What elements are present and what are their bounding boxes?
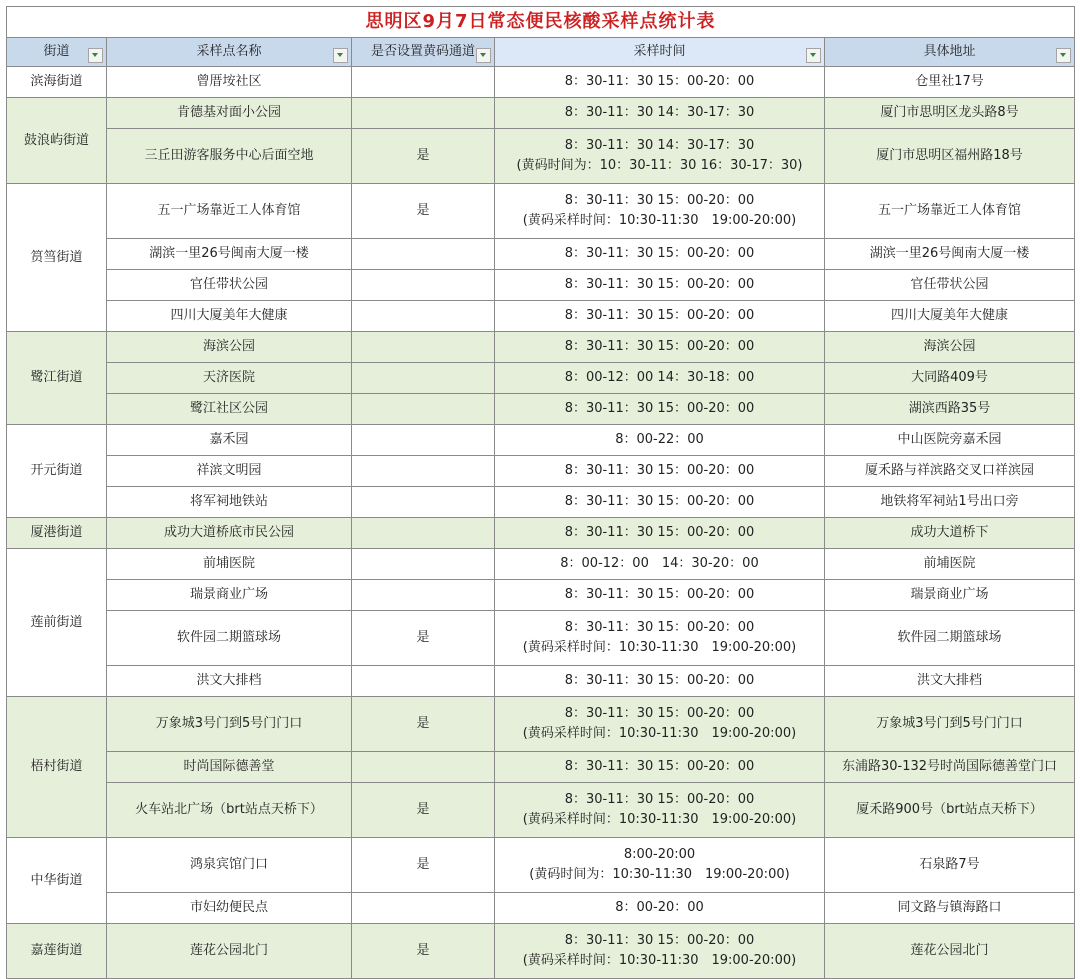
time-line: (黄码采样时间：10:30-11:30 19:00-20:00) bbox=[522, 726, 797, 741]
site-name-cell[interactable]: 洪文大排档 bbox=[107, 666, 352, 697]
yellow-channel-cell[interactable] bbox=[352, 456, 495, 487]
address-cell[interactable]: 东浦路30-132号时尚国际德善堂门口 bbox=[825, 752, 1075, 783]
street-cell[interactable]: 鼓浪屿街道 bbox=[7, 98, 107, 184]
yellow-channel-cell[interactable]: 是 bbox=[352, 129, 495, 184]
table-row bbox=[7, 924, 1075, 979]
table-row bbox=[7, 666, 1075, 697]
header-site-name[interactable] bbox=[107, 38, 352, 67]
table-row bbox=[7, 456, 1075, 487]
time-line: 8：30-11：30 15：00-20：00 bbox=[564, 339, 755, 354]
time-line: 8：30-11：30 15：00-20：00 bbox=[564, 463, 755, 478]
sampling-time-cell[interactable] bbox=[495, 549, 825, 580]
site-name-cell[interactable]: 湖滨一里26号闽南大厦一楼 bbox=[107, 239, 352, 270]
time-line: 8:00-20:00 bbox=[623, 847, 696, 862]
table-row bbox=[7, 129, 1075, 184]
sampling-time-cell[interactable] bbox=[495, 666, 825, 697]
sampling-time-cell[interactable] bbox=[495, 924, 825, 979]
site-name-cell[interactable]: 莲花公园北门 bbox=[107, 924, 352, 979]
table-row bbox=[7, 394, 1075, 425]
site-name-cell[interactable]: 市妇幼便民点 bbox=[107, 893, 352, 924]
site-name-cell[interactable]: 天济医院 bbox=[107, 363, 352, 394]
address-cell[interactable]: 软件园二期篮球场 bbox=[825, 611, 1075, 666]
yellow-channel-cell[interactable] bbox=[352, 394, 495, 425]
address-cell[interactable]: 厦禾路900号（brt站点天桥下） bbox=[825, 783, 1075, 838]
address-cell[interactable]: 莲花公园北门 bbox=[825, 924, 1075, 979]
sampling-time-cell[interactable] bbox=[495, 893, 825, 924]
time-line: (黄码时间为：10：30-11：30 16：30-17：30) bbox=[516, 158, 803, 173]
sampling-time-cell[interactable] bbox=[495, 425, 825, 456]
site-name-cell[interactable]: 祥滨文明园 bbox=[107, 456, 352, 487]
table-title: 思明区9月7日常态便民核酸采样点统计表 bbox=[7, 7, 1075, 38]
yellow-channel-cell[interactable] bbox=[352, 549, 495, 580]
table-row bbox=[7, 893, 1075, 924]
site-name-cell[interactable]: 肯德基对面小公园 bbox=[107, 98, 352, 129]
sampling-time-cell[interactable] bbox=[495, 697, 825, 752]
filter-dropdown-icon[interactable] bbox=[88, 48, 103, 63]
street-cell[interactable]: 嘉莲街道 bbox=[7, 924, 107, 979]
street-cell[interactable]: 开元街道 bbox=[7, 425, 107, 518]
table-row bbox=[7, 98, 1075, 129]
header-label: 是否设置黄码通道 bbox=[370, 44, 475, 59]
yellow-channel-cell[interactable] bbox=[352, 666, 495, 697]
address-cell[interactable]: 四川大厦美年大健康 bbox=[825, 301, 1075, 332]
site-name-cell[interactable]: 海滨公园 bbox=[107, 332, 352, 363]
street-cell[interactable]: 梧村街道 bbox=[7, 697, 107, 838]
table-row bbox=[7, 838, 1075, 893]
yellow-channel-cell[interactable] bbox=[352, 752, 495, 783]
address-cell[interactable]: 海滨公园 bbox=[825, 332, 1075, 363]
street-cell[interactable]: 中华街道 bbox=[7, 838, 107, 924]
site-name-cell[interactable]: 将军祠地铁站 bbox=[107, 487, 352, 518]
header-label: 具体地址 bbox=[923, 44, 976, 59]
address-cell[interactable]: 官任带状公园 bbox=[825, 270, 1075, 301]
filter-dropdown-icon[interactable] bbox=[806, 48, 821, 63]
yellow-channel-cell[interactable]: 是 bbox=[352, 184, 495, 239]
sampling-time-cell[interactable] bbox=[495, 611, 825, 666]
header-sampling-time[interactable] bbox=[495, 38, 825, 67]
table-row bbox=[7, 425, 1075, 456]
table-row bbox=[7, 783, 1075, 838]
time-line: 8：30-11：30 15：00-20：00 bbox=[564, 246, 755, 261]
sampling-time-cell[interactable] bbox=[495, 752, 825, 783]
sampling-time-cell[interactable] bbox=[495, 456, 825, 487]
site-name-cell[interactable]: 四川大厦美年大健康 bbox=[107, 301, 352, 332]
table-row bbox=[7, 549, 1075, 580]
time-line: (黄码采样时间：10:30-11:30 19:00-20:00) bbox=[522, 213, 797, 228]
address-cell[interactable]: 仓里社17号 bbox=[825, 67, 1075, 98]
time-line: 8：30-11：30 15：00-20：00 bbox=[564, 525, 755, 540]
table-row bbox=[7, 752, 1075, 783]
filter-dropdown-icon[interactable] bbox=[333, 48, 348, 63]
table-row bbox=[7, 363, 1075, 394]
table-row bbox=[7, 580, 1075, 611]
time-line: 8：30-11：30 15：00-20：00 bbox=[564, 620, 755, 635]
time-line: 8：00-12：00 14：30-18：00 bbox=[564, 370, 755, 385]
sampling-time-cell[interactable] bbox=[495, 580, 825, 611]
header-label: 采样点名称 bbox=[196, 44, 262, 59]
table-row bbox=[7, 301, 1075, 332]
time-line: 8：00-20：00 bbox=[615, 900, 704, 915]
header-address[interactable] bbox=[825, 38, 1075, 67]
sampling-time-cell[interactable] bbox=[495, 394, 825, 425]
yellow-channel-cell[interactable] bbox=[352, 893, 495, 924]
yellow-channel-cell[interactable] bbox=[352, 67, 495, 98]
site-name-cell[interactable]: 嘉禾园 bbox=[107, 425, 352, 456]
yellow-channel-cell[interactable] bbox=[352, 363, 495, 394]
street-cell[interactable]: 鹭江街道 bbox=[7, 332, 107, 425]
address-cell[interactable]: 五一广场靠近工人体育馆 bbox=[825, 184, 1075, 239]
address-cell[interactable]: 石泉路7号 bbox=[825, 838, 1075, 893]
address-cell[interactable]: 地铁将军祠站1号出口旁 bbox=[825, 487, 1075, 518]
yellow-channel-cell[interactable] bbox=[352, 487, 495, 518]
time-line: 8：30-11：30 15：00-20：00 bbox=[564, 494, 755, 509]
time-line: 8：30-11：30 15：00-20：00 bbox=[564, 74, 755, 89]
sampling-time-cell[interactable] bbox=[495, 239, 825, 270]
address-cell[interactable]: 湖滨西路35号 bbox=[825, 394, 1075, 425]
time-line: 8：30-11：30 14：30-17：30 bbox=[564, 105, 755, 120]
site-name-cell[interactable]: 前埔医院 bbox=[107, 549, 352, 580]
time-line: 8：30-11：30 15：00-20：00 bbox=[564, 759, 755, 774]
site-name-cell[interactable]: 火车站北广场（brt站点天桥下） bbox=[107, 783, 352, 838]
yellow-channel-cell[interactable] bbox=[352, 270, 495, 301]
address-cell[interactable]: 厦门市思明区龙头路8号 bbox=[825, 98, 1075, 129]
sampling-time-cell[interactable] bbox=[495, 838, 825, 893]
sampling-time-cell[interactable] bbox=[495, 518, 825, 549]
sampling-time-cell[interactable] bbox=[495, 332, 825, 363]
site-name-cell[interactable]: 时尚国际德善堂 bbox=[107, 752, 352, 783]
time-line: (黄码采样时间：10:30-11:30 19:00-20:00) bbox=[522, 953, 797, 968]
sampling-time-cell[interactable] bbox=[495, 184, 825, 239]
yellow-channel-cell[interactable]: 是 bbox=[352, 924, 495, 979]
site-name-cell[interactable]: 成功大道桥底市民公园 bbox=[107, 518, 352, 549]
time-line: (黄码采样时间：10:30-11:30 19:00-20:00) bbox=[522, 812, 797, 827]
time-line: 8：30-11：30 15：00-20：00 bbox=[564, 587, 755, 602]
yellow-channel-cell[interactable] bbox=[352, 239, 495, 270]
address-cell[interactable]: 大同路409号 bbox=[825, 363, 1075, 394]
table-row bbox=[7, 270, 1075, 301]
street-cell[interactable]: 厦港街道 bbox=[7, 518, 107, 549]
address-cell[interactable]: 成功大道桥下 bbox=[825, 518, 1075, 549]
address-cell[interactable]: 洪文大排档 bbox=[825, 666, 1075, 697]
site-name-cell[interactable]: 官任带状公园 bbox=[107, 270, 352, 301]
street-cell[interactable]: 莲前街道 bbox=[7, 549, 107, 697]
site-name-cell[interactable]: 曾厝垵社区 bbox=[107, 67, 352, 98]
time-line: 8：00-22：00 bbox=[615, 432, 704, 447]
yellow-channel-cell[interactable] bbox=[352, 425, 495, 456]
site-name-cell[interactable]: 鹭江社区公园 bbox=[107, 394, 352, 425]
yellow-channel-cell[interactable]: 是 bbox=[352, 783, 495, 838]
address-cell[interactable]: 湖滨一里26号闽南大厦一楼 bbox=[825, 239, 1075, 270]
street-cell[interactable]: 滨海街道 bbox=[7, 67, 107, 98]
yellow-channel-cell[interactable]: 是 bbox=[352, 611, 495, 666]
time-line: 8：30-11：30 15：00-20：00 bbox=[564, 933, 755, 948]
sampling-time-cell[interactable] bbox=[495, 67, 825, 98]
sampling-time-cell[interactable] bbox=[495, 98, 825, 129]
address-cell[interactable]: 同文路与镇海路口 bbox=[825, 893, 1075, 924]
site-name-cell[interactable]: 鸿泉宾馆门口 bbox=[107, 838, 352, 893]
site-name-cell[interactable]: 软件园二期篮球场 bbox=[107, 611, 352, 666]
sampling-time-cell[interactable] bbox=[495, 129, 825, 184]
sampling-time-cell[interactable] bbox=[495, 270, 825, 301]
sampling-sites-table bbox=[6, 6, 1075, 979]
site-name-cell[interactable]: 万象城3号门到5号门门口 bbox=[107, 697, 352, 752]
time-line: 8：30-11：30 15：00-20：00 bbox=[564, 401, 755, 416]
address-cell[interactable]: 万象城3号门到5号门门口 bbox=[825, 697, 1075, 752]
sampling-time-cell[interactable] bbox=[495, 783, 825, 838]
header-label: 采样时间 bbox=[633, 44, 686, 59]
table-row bbox=[7, 611, 1075, 666]
address-cell[interactable]: 中山医院旁嘉禾园 bbox=[825, 425, 1075, 456]
time-line: 8：30-11：30 15：00-20：00 bbox=[564, 308, 755, 323]
time-line: (黄码时间为：10:30-11:30 19:00-20:00) bbox=[529, 867, 790, 882]
spreadsheet bbox=[6, 6, 1074, 979]
table-row bbox=[7, 67, 1075, 98]
site-name-cell[interactable]: 五一广场靠近工人体育馆 bbox=[107, 184, 352, 239]
yellow-channel-cell[interactable] bbox=[352, 580, 495, 611]
time-line: 8：30-11：30 14：30-17：30 bbox=[564, 138, 755, 153]
site-name-cell[interactable]: 瑞景商业广场 bbox=[107, 580, 352, 611]
table-row bbox=[7, 697, 1075, 752]
time-line: 8：30-11：30 15：00-20：00 bbox=[564, 193, 755, 208]
street-cell[interactable]: 筼筜街道 bbox=[7, 184, 107, 332]
yellow-channel-cell[interactable]: 是 bbox=[352, 697, 495, 752]
time-line: (黄码采样时间：10:30-11:30 19:00-20:00) bbox=[522, 640, 797, 655]
time-line: 8：30-11：30 15：00-20：00 bbox=[564, 673, 755, 688]
header-label: 街道 bbox=[43, 44, 70, 59]
yellow-channel-cell[interactable] bbox=[352, 332, 495, 363]
time-line: 8：30-11：30 15：00-20：00 bbox=[564, 792, 755, 807]
table-row bbox=[7, 184, 1075, 239]
table-row bbox=[7, 239, 1075, 270]
yellow-channel-cell[interactable] bbox=[352, 301, 495, 332]
address-cell[interactable]: 前埔医院 bbox=[825, 549, 1075, 580]
address-cell[interactable]: 瑞景商业广场 bbox=[825, 580, 1075, 611]
sampling-time-cell[interactable] bbox=[495, 363, 825, 394]
time-line: 8：30-11：30 15：00-20：00 bbox=[564, 706, 755, 721]
yellow-channel-cell[interactable] bbox=[352, 518, 495, 549]
filter-dropdown-icon[interactable] bbox=[476, 48, 491, 63]
site-name-cell[interactable]: 三丘田游客服务中心后面空地 bbox=[107, 129, 352, 184]
sampling-time-cell[interactable] bbox=[495, 487, 825, 518]
time-line: 8：30-11：30 15：00-20：00 bbox=[564, 277, 755, 292]
address-cell[interactable]: 厦门市思明区福州路18号 bbox=[825, 129, 1075, 184]
yellow-channel-cell[interactable] bbox=[352, 98, 495, 129]
table-row bbox=[7, 518, 1075, 549]
time-line: 8：00-12：00 14：30-20：00 bbox=[560, 556, 759, 571]
yellow-channel-cell[interactable]: 是 bbox=[352, 838, 495, 893]
table-row bbox=[7, 487, 1075, 518]
sampling-time-cell[interactable] bbox=[495, 301, 825, 332]
header-street[interactable] bbox=[7, 38, 107, 67]
address-cell[interactable]: 厦禾路与祥滨路交叉口祥滨园 bbox=[825, 456, 1075, 487]
table-row bbox=[7, 332, 1075, 363]
filter-dropdown-icon[interactable] bbox=[1056, 48, 1071, 63]
header-yellow-channel[interactable] bbox=[352, 38, 495, 67]
